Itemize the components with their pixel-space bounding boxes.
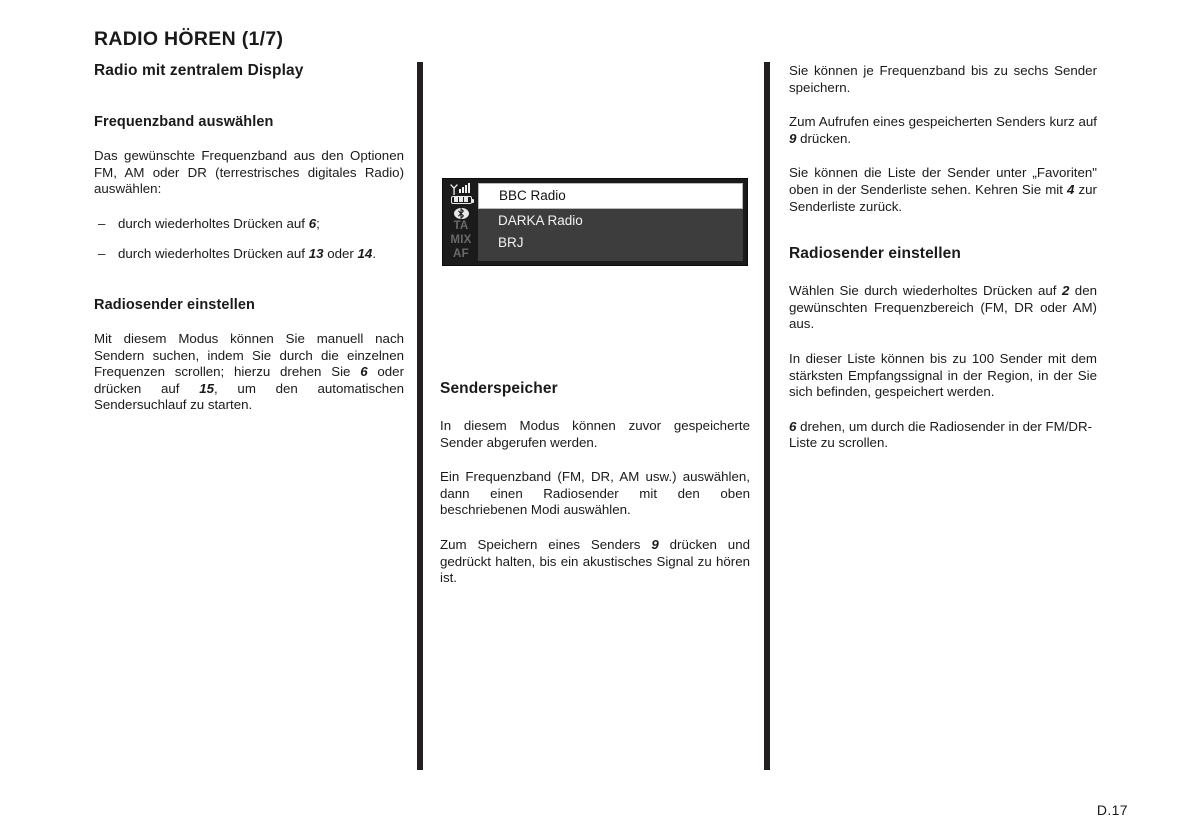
radio-display-status-bar	[447, 183, 475, 261]
right-column	[789, 63, 1097, 452]
paragraph-bold-4: 4	[1067, 181, 1075, 197]
paragraph-text-b: drehen, um durch die Radiosender in der FM/DR-Liste zu scrollen.	[789, 418, 1093, 451]
paragraph-text-c: drücken.	[796, 130, 852, 146]
signal-strength-icon	[450, 184, 472, 193]
paragraph-text-c: den gewünschten Frequenzbereich (FM, DR oder AM) aus.	[789, 283, 1097, 332]
paragraph-bold-9: 9	[651, 536, 659, 552]
list-item-bold-2: 14	[357, 246, 373, 262]
page-title	[94, 28, 283, 51]
right-paragraph-4	[789, 283, 1097, 333]
status-label-ta: TA	[453, 220, 469, 232]
list-item	[94, 216, 404, 233]
column-divider-right	[764, 62, 770, 770]
list-item-text-pre: durch wiederholtes Drücken auf	[118, 215, 309, 231]
left-paragraph-1: Das gewünschte Frequenzband aus den Optionen FM, AM oder DR (terrestrisches digitales Radio) auswählen:	[94, 148, 404, 197]
paragraph-text-a: Mit diesem Modus können Sie manuell nach Sendern suchen, indem Sie durch die einzelnen Frequenzen scrollen; hierzu drehen Sie	[94, 330, 404, 380]
paragraph-text-a: Zum Aufrufen eines gespeicherten Senders kurz auf	[789, 114, 1097, 130]
right-paragraph-3	[789, 165, 1097, 215]
left-section-heading: Radio mit zentralem Display	[94, 62, 304, 79]
left-bullet-list	[94, 216, 404, 263]
paragraph-bold-6: 6	[789, 418, 797, 434]
paragraph-text-c: zur Senderliste zurück.	[789, 181, 1097, 214]
radio-display-illustration	[442, 178, 748, 266]
paragraph-bold-6: 6	[360, 364, 368, 380]
right-paragraph-1: Sie können je Frequenzband bis zu sechs Sender speichern.	[789, 63, 1097, 95]
list-item-text-pre: durch wiederholtes Drücken auf	[118, 246, 309, 262]
status-label-mix: MIX	[450, 234, 472, 246]
bluetooth-icon	[454, 208, 469, 219]
middle-paragraph-1: In diesem Modus können zuvor gespeicherte Sender abgerufen werden.	[440, 418, 750, 450]
dash-marker: –	[98, 246, 106, 262]
right-paragraph-2	[789, 114, 1097, 147]
middle-column	[440, 380, 750, 587]
paragraph-text-c: oder drücken auf	[94, 364, 404, 396]
paragraph-text-c: drücken und gedrückt halten, bis ein akustisches Signal zu hören ist.	[440, 536, 750, 586]
paragraph-text-a: Wählen Sie durch wiederholtes Drücken auf	[789, 283, 1062, 299]
list-item	[94, 246, 404, 263]
battery-icon	[451, 196, 472, 204]
left-column	[94, 62, 404, 414]
station-list-item: DARKA Radio	[498, 213, 583, 228]
list-item-bold: 13	[308, 246, 324, 262]
left-paragraph-2	[94, 331, 404, 414]
paragraph-text-a: Zum Speichern eines Senders	[440, 536, 652, 552]
list-item-bold: 6	[308, 215, 317, 231]
column-divider-left	[417, 62, 423, 770]
station-list-item-selected: BBC Radio	[478, 183, 743, 209]
page-title-text: RADIO HÖREN	[94, 28, 236, 50]
middle-subheading-senderspeicher: Senderspeicher	[440, 380, 558, 397]
left-subheading-radiosender: Radiosender einstellen	[94, 296, 255, 313]
paragraph-text-a: Sie können die Liste der Sender unter „Favoriten" oben in der Senderliste sehen. Kehren Sie mit	[789, 165, 1097, 197]
right-paragraph-5: In dieser Liste können bis zu 100 Sender mit dem stärksten Empfangssignal in der Region, in der Sie sich befinden, gespeichert werden.	[789, 350, 1097, 400]
paragraph-text-e: , um den automatischen Sendersuchlauf zu starten.	[94, 380, 404, 413]
middle-paragraph-3	[440, 537, 750, 587]
left-subheading-frequenzband: Frequenzband auswählen	[94, 114, 274, 130]
list-item-text-post: ;	[316, 215, 320, 231]
list-item-text-mid: oder	[323, 246, 358, 262]
paragraph-bold-15: 15	[199, 380, 215, 396]
station-list	[478, 183, 743, 261]
station-list-item: BRJ	[498, 235, 524, 250]
dash-marker: –	[98, 215, 106, 231]
page-title-counter: (1/7)	[241, 28, 284, 50]
page-number: D.17	[1096, 802, 1128, 818]
middle-paragraph-2: Ein Frequenzband (FM, DR, AM usw.) auswählen, dann einen Radiosender mit den oben beschriebenen Modi auswählen.	[440, 469, 750, 518]
paragraph-bold-9: 9	[789, 130, 797, 146]
right-subheading-radiosender: Radiosender einstellen	[789, 245, 961, 263]
status-label-af: AF	[453, 248, 469, 260]
paragraph-bold-2: 2	[1061, 283, 1070, 299]
right-paragraph-6	[789, 419, 1097, 452]
list-item-text-post: .	[372, 246, 377, 262]
